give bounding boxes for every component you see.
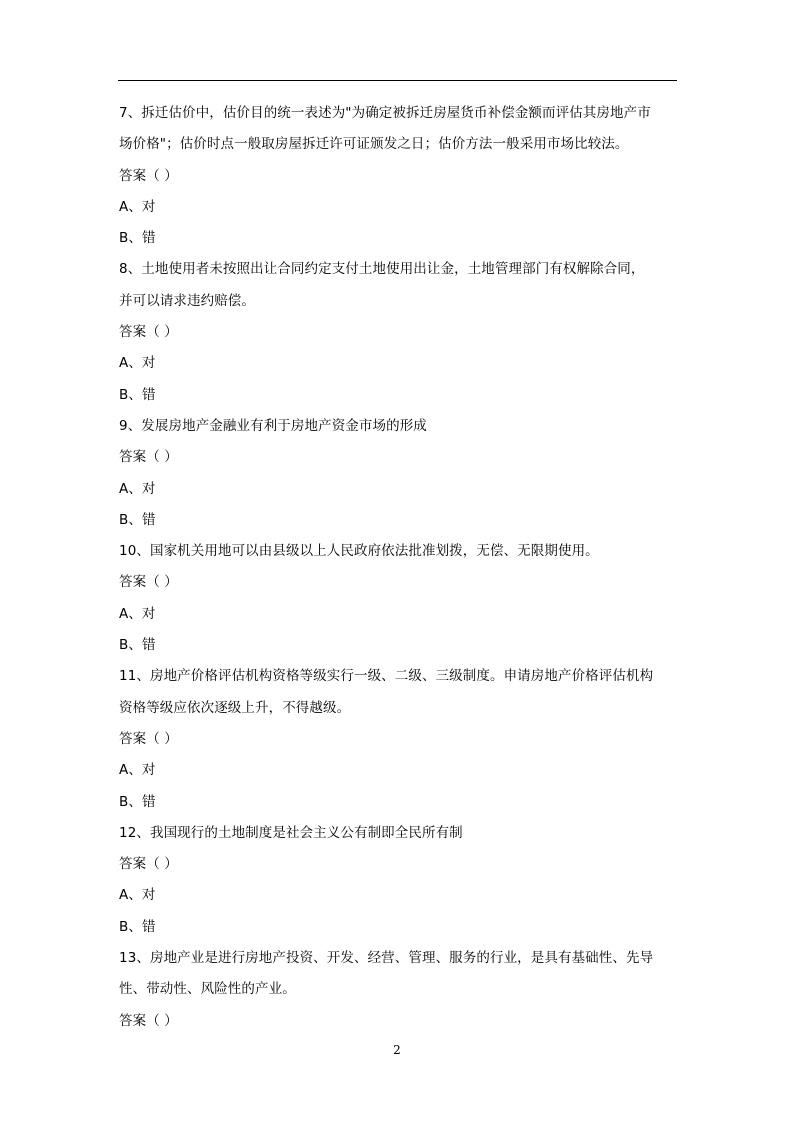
option-b: B、错 xyxy=(119,511,156,528)
question-text-line: 场价格"；估价时点一般取房屋拆迁许可证颁发之日；估价方法一般采用市场比较法。 xyxy=(119,136,629,153)
answer-blank: 答案（ ） xyxy=(119,856,178,873)
question-text-line: 13、房地产业是进行房地产投资、开发、经营、管理、服务的行业，是具有基础性、先导 xyxy=(119,950,654,967)
option-a: A、对 xyxy=(119,762,156,779)
option-a: A、对 xyxy=(119,887,156,904)
question-text-line: 11、房地产价格评估机构资格等级实行一级、二级、三级制度。申请房地产价格评估机构 xyxy=(119,668,654,685)
question-text-line: 12、我国现行的土地制度是社会主义公有制即全民所有制 xyxy=(119,824,463,841)
question-text-line: 10、国家机关用地可以由县级以上人民政府依法批准划拨，无偿、无限期使用。 xyxy=(119,543,599,560)
option-a: A、对 xyxy=(119,355,156,372)
option-b: B、错 xyxy=(119,386,156,403)
option-a: A、对 xyxy=(119,480,156,497)
option-b: B、错 xyxy=(119,918,156,935)
answer-blank: 答案（ ） xyxy=(119,167,178,184)
question-text-line: 7、拆迁估价中，估价目的统一表述为"为确定被拆迁房屋货币补偿金额而评估其房地产市 xyxy=(119,105,651,121)
question-11 xyxy=(119,661,681,817)
answer-blank: 答案（ ） xyxy=(119,730,178,747)
option-a: A、对 xyxy=(119,605,156,622)
document-body xyxy=(119,98,681,1037)
question-text-line: 8、土地使用者未按照出让合同约定支付土地使用出让金，土地管理部门有权解除合同， xyxy=(119,261,645,278)
question-text-line: 资格等级应依次逐级上升，不得越级。 xyxy=(119,699,351,716)
question-text-line: 并可以请求违约赔偿。 xyxy=(119,292,255,309)
option-b: B、错 xyxy=(119,637,156,654)
answer-blank: 答案（ ） xyxy=(119,1012,178,1029)
answer-blank: 答案（ ） xyxy=(119,449,178,466)
answer-blank: 答案（ ） xyxy=(119,324,178,341)
option-b: B、错 xyxy=(119,230,156,247)
option-a: A、对 xyxy=(119,198,156,215)
option-b: B、错 xyxy=(119,793,156,810)
answer-blank: 答案（ ） xyxy=(119,574,178,591)
question-10 xyxy=(119,536,681,661)
header-rule xyxy=(118,80,677,81)
question-text-line: 性、带动性、风险性的产业。 xyxy=(119,981,296,998)
question-8 xyxy=(119,254,681,410)
question-9 xyxy=(119,411,681,536)
question-text-line: 9、发展房地产金融业有利于房地产资金市场的形成 xyxy=(119,417,427,434)
page-number: 2 xyxy=(393,1043,401,1057)
question-12 xyxy=(119,818,681,943)
question-13 xyxy=(119,943,681,1037)
question-7 xyxy=(119,98,681,254)
